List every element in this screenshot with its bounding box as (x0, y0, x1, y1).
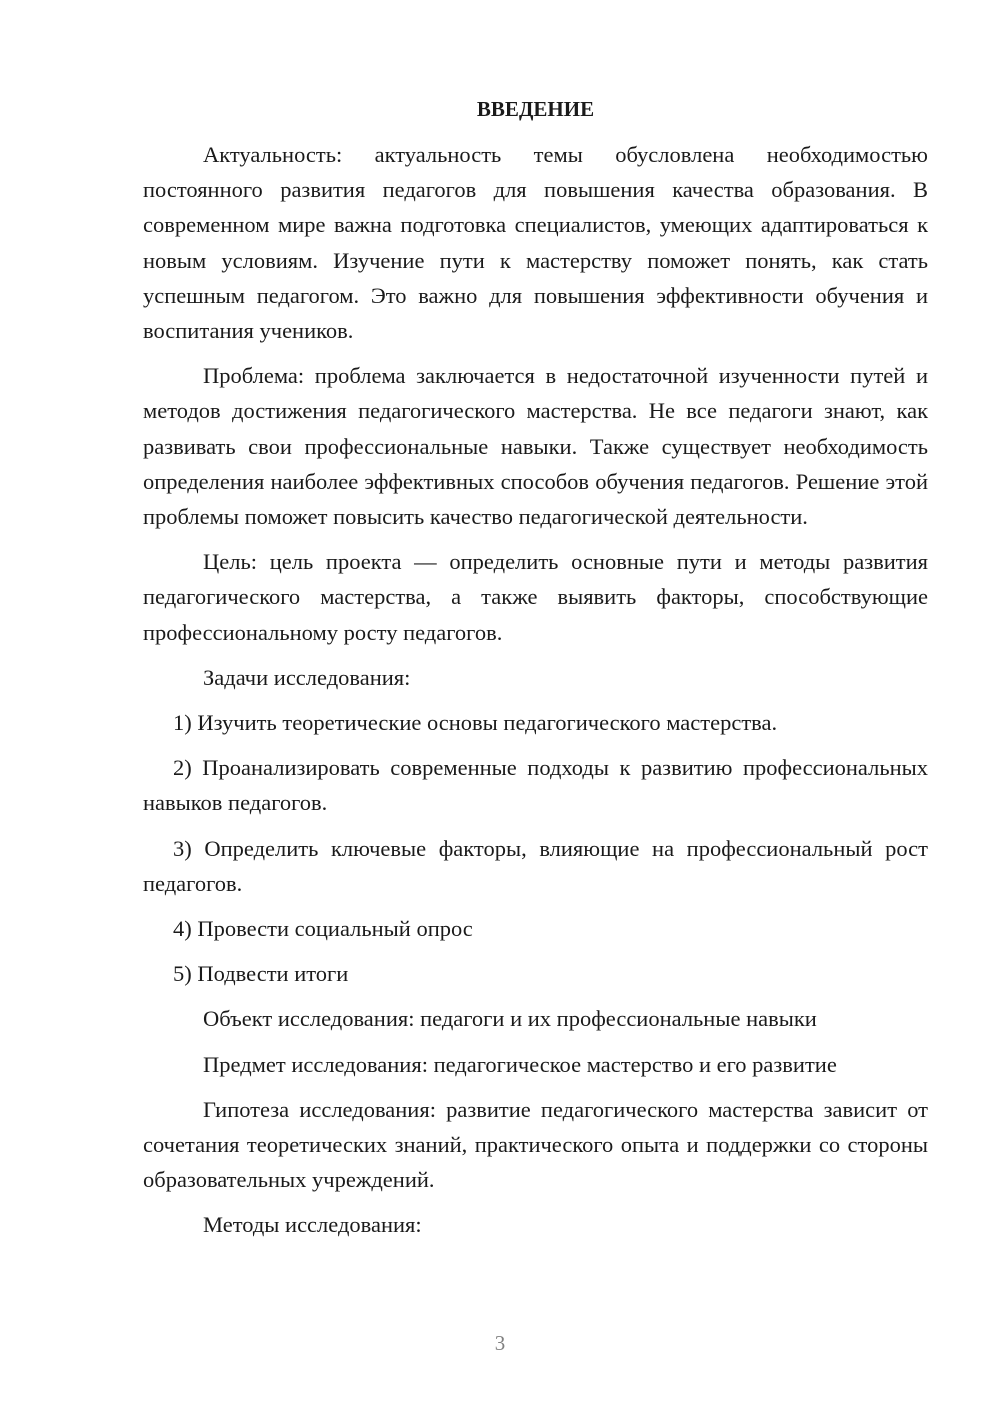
tasks-heading: Задачи исследования: (203, 664, 411, 690)
task-item-2: 2) Проанализировать современные подходы к развитию профессиональных навыков педагогов. (143, 755, 928, 816)
object-paragraph: Объект исследования: педагоги и их профессиональные навыки (203, 1006, 817, 1032)
task-item-3: 3) Определить ключевые факторы, влияющие на профессиональный рост педагогов. (143, 835, 928, 896)
hypothesis-paragraph: Гипотеза исследования: развитие педагогического мастерства зависит от сочетания теоретических знаний, практического опыта и поддержки со стороны образовательных учреждений. (143, 1096, 928, 1193)
subject-paragraph: Предмет исследования: педагогическое мастерство и его развитие (203, 1051, 837, 1077)
methods-heading: Методы исследования: (203, 1212, 422, 1238)
page-title: ВВЕДЕНИЕ (476, 97, 595, 121)
problem-paragraph: Проблема: проблема заключается в недостаточной изученности путей и методов достижения педагогического мастерства. Не все педагоги знают, как развивать свои профессиональные навыки. Также существует необходимость определения наиболее эффективных способов обучения педагогов. Решение этой проблемы поможет повысить качество педагогической деятельности. (143, 363, 928, 530)
task-item-1: 1) Изучить теоретические основы педагогического мастерства. (173, 710, 778, 736)
page-content (143, 92, 928, 1243)
page-number: 3 (494, 1331, 506, 1355)
task-item-5: 5) Подвести итоги (173, 961, 349, 987)
goal-paragraph: Цель: цель проекта — определить основные пути и методы развития педагогического мастерства, а также выявить факторы, способствующие профессиональному росту педагогов. (143, 549, 928, 645)
task-item-4: 4) Провести социальный опрос (173, 916, 473, 942)
relevance-paragraph: Актуальность: актуальность темы обусловлена необходимостью постоянного развития педагогов для повышения качества образования. В современном мире важна подготовка специалистов, умеющих адаптироваться к новым условиям. Изучение пути к мастерству поможет понять, как стать успешным педагогом. Это важно для повышения эффективности обучения и воспитания учеников. (143, 142, 928, 344)
